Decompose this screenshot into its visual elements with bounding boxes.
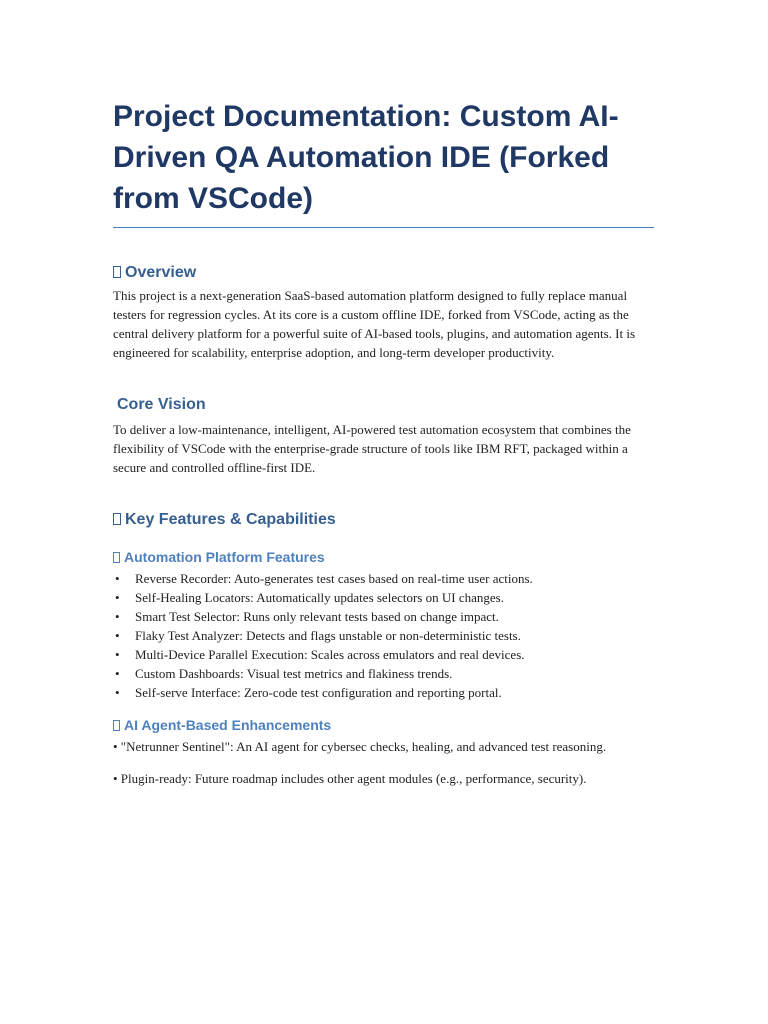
key-features-heading [113, 509, 655, 531]
ai-agents-heading [113, 715, 655, 735]
overview-heading-text: Overview [125, 264, 197, 281]
bullet: • [115, 571, 120, 586]
bullet: • [115, 647, 120, 662]
overview-section [113, 262, 655, 362]
list-item-text: Multi-Device Parallel Execution: Scales across emulators and real devices. [135, 647, 525, 662]
bullet: • [115, 685, 120, 700]
missing-glyph-icon [113, 552, 120, 563]
list-item [113, 664, 655, 683]
bullet: • [115, 590, 120, 605]
platform-features-section [113, 547, 655, 702]
ai-agents-heading-text: AI Agent-Based Enhancements [124, 717, 332, 733]
list-item-text: Custom Dashboards: Visual test metrics and flakiness trends. [135, 666, 453, 681]
list-item [113, 607, 655, 626]
bullet: • [115, 628, 120, 643]
ai-agents-section [113, 715, 655, 788]
list-item [113, 569, 655, 588]
list-item [113, 683, 655, 702]
missing-glyph-icon [113, 513, 121, 525]
ai-agent-paragraph-2: • Plugin-ready: Future roadmap includes other agent modules (e.g., performance, security). [113, 771, 587, 786]
list-item-text: Self-Healing Locators: Automatically updates selectors on UI changes. [135, 590, 504, 605]
platform-features-heading [113, 547, 655, 567]
core-vision-heading: Core Vision [117, 396, 206, 413]
document-title: Project Documentation: Custom AI-Driven QA Automation IDE (Forked from VSCode) [113, 96, 654, 228]
key-features-heading-text: Key Features & Capabilities [125, 511, 336, 528]
platform-features-list [113, 569, 655, 702]
core-vision-paragraph: To deliver a low-maintenance, intelligent, AI-powered test automation ecosystem that combines the flexibility of VSCode with the enterprise-grade structure of tools like IBM RFT, packaged within a secure and controlled offline-first IDE. [113, 422, 631, 475]
list-item [113, 645, 655, 664]
platform-features-heading-text: Automation Platform Features [124, 549, 325, 565]
overview-paragraph: This project is a next-generation SaaS-based automation platform designed to fully replace manual testers for regression cycles. At its core is a custom offline IDE, forked from VSCode, acting as the central delivery platform for a powerful suite of AI-based tools, plugins, and automation agents. It is engineered for scalability, enterprise adoption, and long-term developer productivity. [113, 288, 636, 360]
bullet: • [115, 609, 120, 624]
list-item [113, 626, 655, 645]
list-item [113, 588, 655, 607]
overview-heading [113, 262, 655, 284]
list-item-text: Flaky Test Analyzer: Detects and flags unstable or non-deterministic tests. [135, 628, 521, 643]
missing-glyph-icon [113, 720, 120, 731]
list-item-text: Smart Test Selector: Runs only relevant tests based on change impact. [135, 609, 499, 624]
list-item-text: Self-serve Interface: Zero-code test configuration and reporting portal. [135, 685, 502, 700]
key-features-section [113, 509, 655, 531]
missing-glyph-icon [113, 266, 121, 278]
core-vision-section [113, 394, 655, 477]
list-item-text: Reverse Recorder: Auto-generates test cases based on real-time user actions. [135, 571, 533, 586]
bullet: • [115, 666, 120, 681]
ai-agent-paragraph-1: • "Netrunner Sentinel": An AI agent for cybersec checks, healing, and advanced test reasoning. [113, 739, 607, 754]
